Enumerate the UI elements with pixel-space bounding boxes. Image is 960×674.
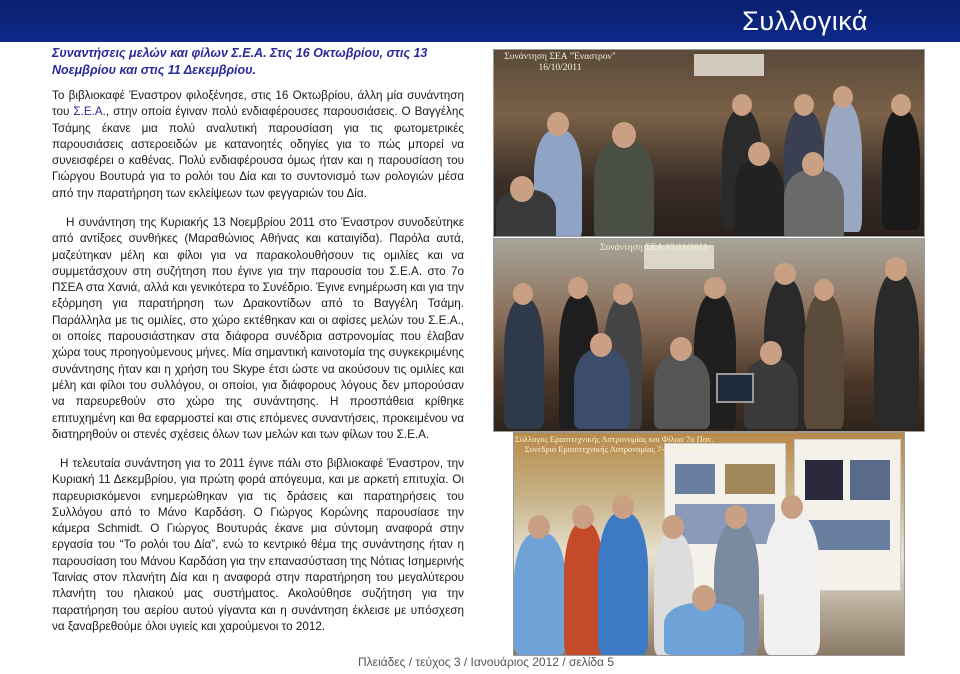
person — [804, 294, 844, 429]
person — [764, 513, 820, 655]
photo-1-caption: Συνάντηση ΣΕΑ "Έναστρον" 16/10/2011 — [504, 52, 616, 73]
person-head — [547, 112, 569, 136]
person-head — [670, 337, 692, 361]
paragraph-1-lead: Το βιβλιοκαφέ Έναστρον φιλοξένησε, στις 16 Οκτωβρίου, άλλη μία συνάντηση του — [52, 89, 464, 119]
photo-meeting-october — [493, 49, 925, 237]
person-head — [781, 495, 803, 519]
person-head — [572, 505, 594, 529]
section-title: Συλλογικά — [742, 6, 868, 36]
person — [734, 160, 784, 237]
person-head — [725, 505, 747, 529]
person — [882, 110, 920, 230]
person-head — [885, 257, 907, 281]
person-head — [833, 86, 853, 108]
person-head — [802, 152, 824, 176]
person-head — [612, 495, 634, 519]
page-footer: Πλειάδες / τεύχος 3 / Ιανουάριος 2012 / σελίδα 5 — [358, 655, 615, 669]
person — [598, 513, 648, 655]
person-head — [612, 122, 636, 148]
person-head — [613, 283, 633, 305]
paragraph-1 — [52, 88, 464, 202]
laptop — [716, 373, 754, 403]
header-bar — [0, 0, 960, 42]
paragraph-2: Η συνάντηση της Κυριακής 13 Νοεμβρίου 2011 στο Έναστρον συνοδεύτηκε από αντίξοες συνθήκες (Μαραθώνιος Αθήνας και καταιγίδα). Παρόλα αυτά, μαζεύτηκαν μέλη και φίλοι για να παρακολουθήσουν τις ομιλίες και να συμμετάσχουν στη συζήτηση που έγινε για την παρουσία του Σ.Ε.Α. στο 7ο ΠΣΕΑ στα Χανιά, αλλά και γενικότερα το Συνέδριο. Έγινε ενημέρωση και για την εξόρμηση για παρατήρηση των Δρακοντίδων από το Βαγγέλη Τσάμη. Παράλληλα με τις ομιλίες, στο χώρο εκτέθηκαν και οι αφίσες μελών του Σ.Ε.Α., οι οποίες παρουσιάστηκαν στα διάφορα συνέδρια αστρονομίας που έλαβαν χώρα τους προηγούμενους μήνες. Μία σημαντική καινοτομία της συγκεκριμένης συνάντησης ήταν και η χρήση του Skype έτσι ώστε να ακούσουν τις ομιλίες και μέλη και φίλοι του συλλόγου, οι οποίοι, για διάφορους λόγους δεν μπορούσαν να παρευρεθούν στο χώρο της συνάντησης. Η προσπάθεια κρίθηκε επιτυχημένη και θα εφαρμοστεί και στις επόμενες συναντήσεις, προκειμένου να διατηρηθούν οι στενές σχέσεις όλων των μελών και των φίλων του Σ.Ε.Α. — [52, 216, 464, 441]
person-head — [732, 94, 752, 116]
person-head — [704, 277, 726, 299]
person — [654, 354, 710, 429]
person-head — [513, 283, 533, 305]
person-head — [748, 142, 770, 166]
photo-conference-posters — [513, 432, 905, 656]
person-head — [528, 515, 550, 539]
person-head — [568, 277, 588, 299]
wall-ac-unit — [694, 54, 764, 76]
person-head — [794, 94, 814, 116]
person-head — [662, 515, 684, 539]
person — [514, 533, 566, 655]
paragraph-1-sea: Σ.Ε.Α. — [73, 105, 106, 119]
person — [504, 299, 544, 429]
person-head — [510, 176, 534, 202]
paragraph-3: Η τελευταία συνάντηση για το 2011 έγινε πάλι στο βιβλιοκαφέ Έναστρον, την Κυριακή 11 Δεκεμβρίου, για πρώτη φορά απόγευμα, και με αρκετή επιτυχία. Οι παρευρισκόμενοι ενημερώθηκαν για τις δράσεις και παρατηρήσεις του Συλλόγου από το Μάνο Καρδάση. Ο Γιώργος Κορώνης παρουσίασε την κάμερα Schmidt. Ο Γιώργος Βουτυράς έκανε μια σύντομη αναφορά στην εργασία του “Το ρολόι του Δία”, ενώ το κεντρικό θέμα της συνάντησης ήταν η παρουσίαση του Μάνου Καρδάση για την επανασύσταση της Νότιας Ισημερινής Ταινίας στον πλανήτη Δία και η αναφορά στην παρατήρηση του μεγαλύτερου πλανήτη του ηλιακού μας συστήματος. Ακολούθησε συζήτηση για την παρατήρηση του αερίου αυτού γίγαντα και η συνάντηση έκλεισε με υπόσχεση να ξαναβρεθούμε όλοι υγιείς και χαρούμενοι το 2012. — [52, 457, 464, 633]
person-head — [891, 94, 911, 116]
article-headline: Συναντήσεις μελών και φίλων Σ.Ε.Α. Στις 16 Οκτωβρίου, στις 13 Νοεμβρίου και στις 11 Δεκεμβρίου. — [52, 46, 428, 77]
person-head — [590, 333, 612, 357]
photo-meeting-november — [493, 238, 925, 432]
person — [574, 349, 630, 429]
person — [594, 140, 654, 237]
photo-2-caption: Συνάντηση ΣΕΑ 13/11/2011 — [600, 243, 708, 253]
photo-3-caption: Σύλλογος Ερασιτεχνικής Αστρονομίας και Φίλων 7ο Παν. Συνέδριο Ερασιτεχνικής Αστρονομίας 7-9 Οκτ 2011 — [514, 434, 714, 454]
person-head — [760, 341, 782, 365]
person-head — [692, 585, 716, 611]
person-head — [774, 263, 796, 285]
person — [784, 170, 844, 237]
paragraph-1-rest: , στην οποία έγιναν πολύ ενδιαφέρουσες παρουσιάσεις. Ο Βαγγέλης Τσάμης έκανε μια πολύ αναλυτική παρουσίαση για τις φωτομετρικές παρουσιάσεις αστεροειδών με κατανοητές οδηγίες για το πώς μπορεί να συνεισφέρει ο καθένας. Πολύ ενδιαφέρουσα όμως ήταν και η παρουσίαση του Γιώργου Βουτυρά για το ρολόι του Δία και το συντονισμό των ρολογιών μέσα από την παρατήρηση των εκλείψεων των φεγγαριών του Δία. — [52, 105, 465, 200]
person-head — [814, 279, 834, 301]
person — [874, 274, 919, 429]
